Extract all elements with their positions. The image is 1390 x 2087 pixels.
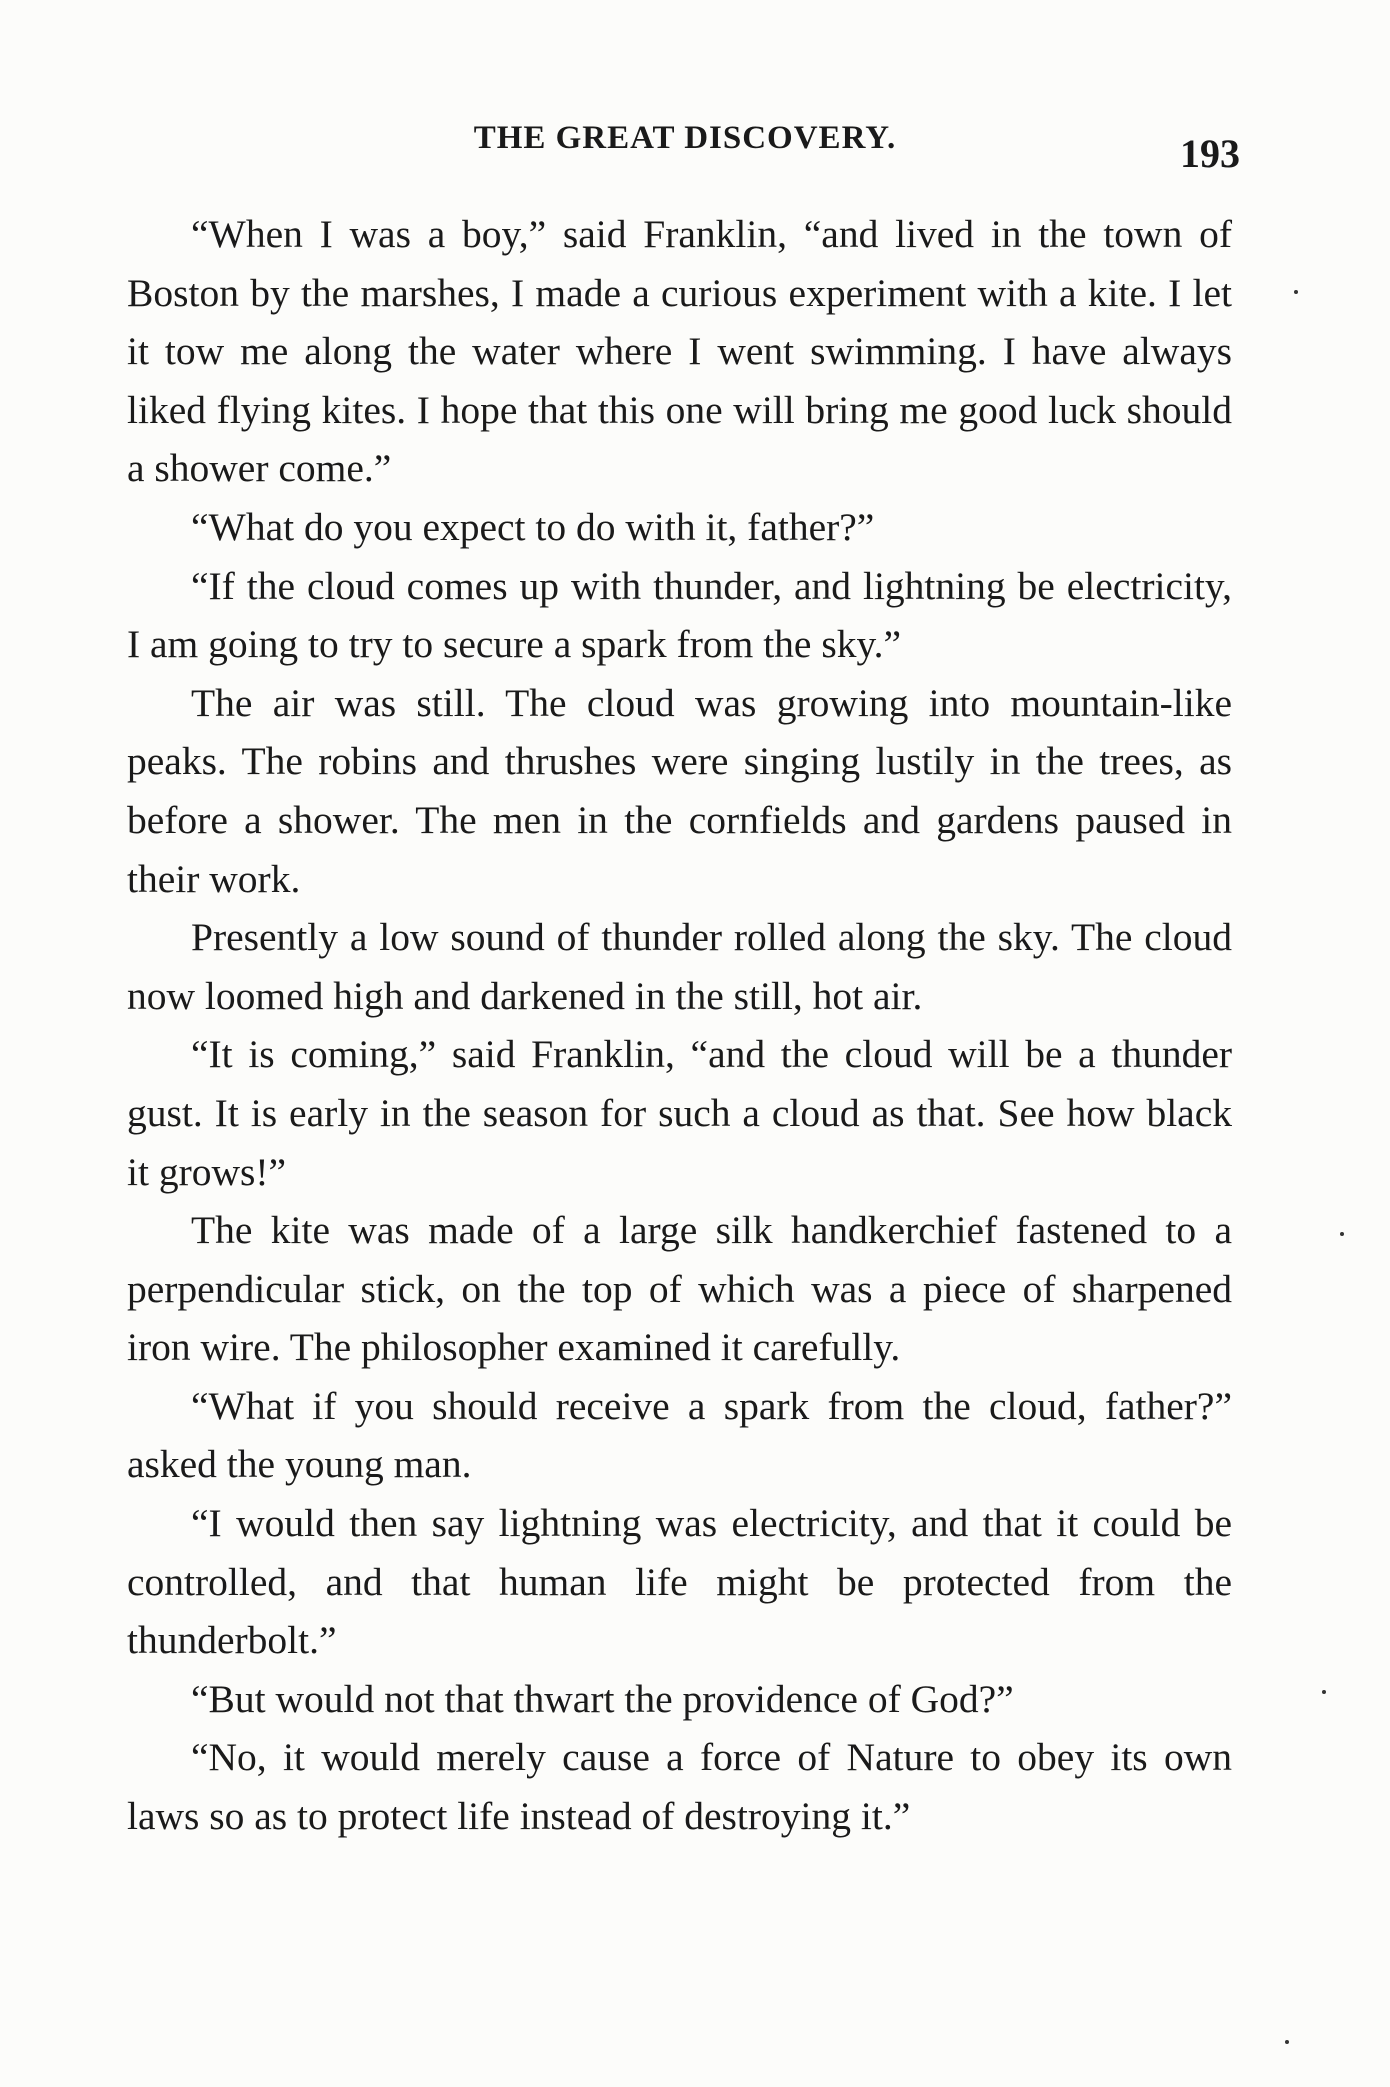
page-number: 193	[1180, 131, 1240, 176]
paragraph: The kite was made of a large silk handkerchief fastened to a perpendicular stick, on the top of which was a piece of sharpened iron wire. The philosopher examined it carefully.	[127, 1208, 1232, 1370]
paragraph: Presently a low sound of thunder rolled along the sky. The cloud now loomed high and darkened in the still, hot air.	[127, 915, 1232, 1018]
scan-speck	[1340, 1232, 1344, 1236]
scan-speck	[1322, 1690, 1326, 1694]
scan-speck	[1285, 2040, 1289, 2044]
chapter-title: THE GREAT DISCOVERY.	[473, 120, 897, 156]
paragraph: “But would not that thwart the providence of God?”	[191, 1676, 1014, 1721]
scan-speck	[1294, 290, 1298, 294]
running-header	[130, 112, 1240, 176]
paragraph: “It is coming,” said Franklin, “and the cloud will be a thunder gust. It is early in the season for such a cloud as that. See how black it grows!”	[127, 1032, 1232, 1194]
paragraph: “What if you should receive a spark from the cloud, father?” asked the young man.	[127, 1383, 1232, 1487]
paragraph: “I would then say lightning was electricity, and that it could be controlled, and that human life might be protected from the thunderbolt.”	[127, 1501, 1232, 1663]
body-text	[127, 205, 1232, 1846]
paragraph: “If the cloud comes up with thunder, and lightning be electricity, I am going to try to secure a spark from the sky.”	[127, 563, 1232, 667]
paragraph: “What do you expect to do with it, father?”	[191, 504, 875, 549]
paragraph: The air was still. The cloud was growing into mountain-like peaks. The robins and thrushes were singing lustily in the trees, as before a shower. The men in the cornfields and gardens paused in their work.	[127, 680, 1232, 901]
paragraph: “When I was a boy,” said Franklin, “and lived in the town of Boston by the marshes, I made a curious experiment with a kite. I let it tow me along the water where I went swimming. I have always liked flying kites. I hope that this one will bring me good luck should a shower come.”	[127, 212, 1232, 491]
paragraph: “No, it would merely cause a force of Nature to obey its own laws so as to protect life instead of destroying it.”	[127, 1735, 1232, 1839]
